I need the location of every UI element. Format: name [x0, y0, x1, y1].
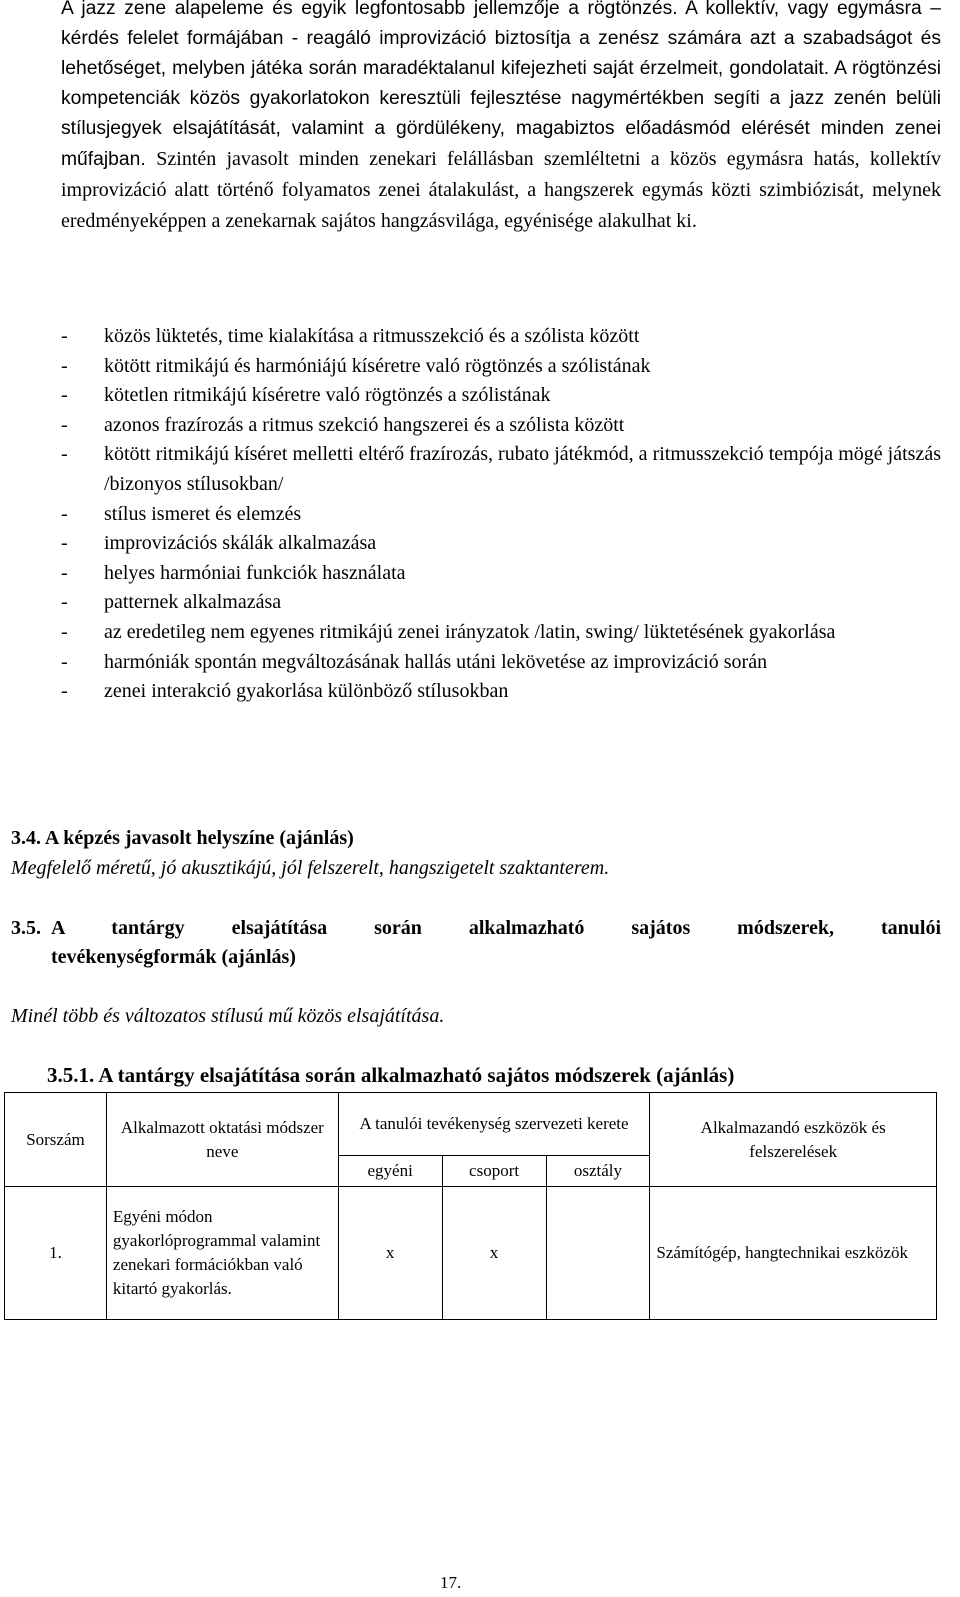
section-3-5-heading-line2: tevékenységformák (ajánlás) [51, 946, 296, 968]
header-group: csoport [442, 1156, 546, 1187]
competency-list [61, 322, 941, 707]
row-tools: Számítógép, hangtechnikai eszközök [650, 1187, 937, 1320]
list-dash: - [61, 413, 68, 436]
list-dash: - [61, 325, 68, 347]
list-item [61, 559, 941, 589]
list-item-text: patternek alkalmazása [104, 591, 282, 614]
list-item [61, 529, 941, 559]
list-item-text: zenei interakció gyakorlása különböző stílusokban [104, 680, 509, 703]
list-item-text: kötött ritmikájú és harmóniájú kíséretre való rögtönzés a szólistának [104, 354, 651, 377]
section-3-5-heading-line1: A tantárgy elsajátítása során alkalmazható sajátos módszerek, tanulói [51, 917, 941, 939]
section-3-5-number: 3.5. [11, 917, 41, 939]
list-item-text: helyes harmóniai funkciók használata [104, 561, 406, 584]
table-row [5, 1187, 937, 1320]
list-item-text: harmóniák spontán megváltozásának hallás utáni lekövetése az improvizáció során [104, 650, 768, 673]
list-dash: - [61, 443, 68, 466]
list-item [61, 648, 941, 678]
section-3-4-body: Megfelelő méretű, jó akusztikájú, jól felszerelt, hangszigetelt szaktanterem. [11, 857, 610, 879]
methods-table [4, 1092, 937, 1320]
list-item [61, 381, 941, 411]
page-number: 17. [440, 1573, 462, 1592]
row-group: x [442, 1187, 546, 1320]
intro-sans-text: A jazz zene alapeleme és egyik legfontosabb jellemzője a rögtönzés. A kollektív, vagy egymásra – kérdés felelet formájában - reagáló improvizáció biztosítja a zenész számára azt a szabadságot és lehetőséget, melyben játéka során maradéktalanul kifejezheti saját érzelmeit, gondolatait. A rögtönzési kompetenciák közös gyakorlatokon keresztüli fejlesztése nagymértékben segíti a jazz zenén belüli stílusjegyek elsajátítását, valamint a gördülékeny, magabiztos előadásmód elérését minden zenei műfajban. [61, 0, 941, 170]
header-method: Alkalmazott oktatási módszer neve [106, 1093, 338, 1187]
list-dash: - [61, 591, 68, 614]
header-tools: Alkalmazandó eszközök és felszerelések [650, 1093, 937, 1187]
list-dash: - [61, 680, 68, 703]
list-item-text: improvizációs skálák alkalmazása [104, 532, 377, 555]
list-item [61, 352, 941, 382]
list-item-text: az eredetileg nem egyenes ritmikájú zenei irányzatok /latin, swing/ lüktetésének gyakorlása [104, 620, 836, 643]
list-item-text: közös lüktetés, time kialakítása a ritmusszekció és a szólista között [104, 325, 640, 347]
list-dash: - [61, 650, 68, 673]
list-item-text: azonos frazírozás a ritmus szekció hangszerei és a szólista között [104, 413, 625, 436]
list-item-text: kötött ritmikájú kíséret melletti eltérő frazírozás, rubato játékmód, a ritmusszekció tempója mögé játszás /bizonyos stílusokban/ [104, 443, 941, 495]
row-class [546, 1187, 650, 1320]
list-item [61, 440, 941, 499]
list-dash: - [61, 561, 68, 584]
row-number: 1. [5, 1187, 107, 1320]
list-dash: - [61, 354, 68, 377]
table-header-row [5, 1093, 937, 1156]
list-dash: - [61, 620, 68, 643]
section-3-4-heading: 3.4. A képzés javasolt helyszíne (ajánlás) [11, 827, 354, 849]
list-dash: - [61, 502, 68, 525]
list-item [61, 500, 941, 530]
header-organisation: A tanulói tevékenység szervezeti kerete [338, 1093, 650, 1156]
list-item [61, 411, 941, 441]
intro-serif-text: Szintén javasolt minden zenekari felállásban szemléltetni a közös egymásra hatás, kollektív improvizáció alatt történő folyamatos zenei átalakulást, a hangszerek egymás közti szimbiózisát, melynek eredményeképpen a zenekarnak sajátos hangzásvilága, egyénisége alakulhat ki. [61, 148, 941, 232]
list-item-text: stílus ismeret és elemzés [104, 502, 302, 525]
list-item-text: kötetlen ritmikájú kíséretre való rögtönzés a szólistának [104, 384, 551, 407]
list-dash: - [61, 384, 68, 407]
header-individual: egyéni [338, 1156, 442, 1187]
header-class: osztály [546, 1156, 650, 1187]
list-item [61, 322, 941, 352]
intro-paragraph [61, 0, 941, 237]
section-3-5-1-heading: 3.5.1. A tantárgy elsajátítása során alkalmazható sajátos módszerek (ajánlás) [47, 1063, 735, 1087]
section-3-5-body: Minél több és változatos stílusú mű közös elsajátítása. [11, 1005, 445, 1027]
list-item [61, 618, 941, 648]
row-individual: x [338, 1187, 442, 1320]
header-number: Sorszám [5, 1093, 107, 1187]
list-item [61, 588, 941, 618]
list-item [61, 677, 941, 707]
row-method: Egyéni módon gyakorlóprogrammal valamint zenekari formációkban való kitartó gyakorlás. [106, 1187, 338, 1320]
list-dash: - [61, 532, 68, 555]
